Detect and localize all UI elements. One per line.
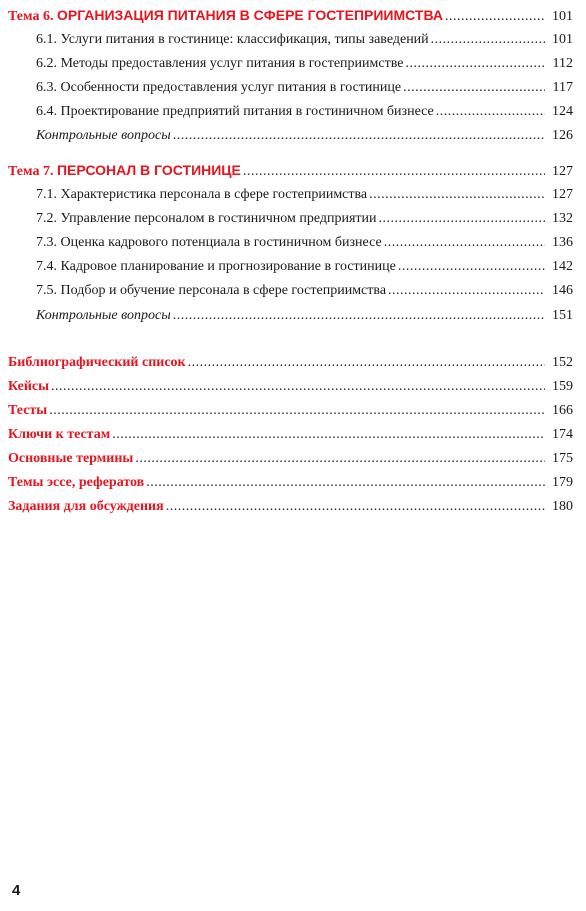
toc-page-number: 152 (552, 355, 573, 370)
toc-page-number: 175 (552, 451, 573, 466)
toc-page-number: 146 (552, 283, 573, 298)
dot-leader (384, 234, 545, 252)
dot-leader (49, 402, 545, 420)
toc-entry-label: 7.3. Оценка кадрового потенциала в гостиничном бизнесе (36, 235, 382, 250)
toc-entry-label: Задания для обсуждения (8, 499, 164, 514)
toc-entry-label: 6.1. Услуги питания в гостинице: классификация, типы заведений (36, 32, 429, 47)
toc-entry-7-5[interactable] (36, 282, 573, 300)
toc-entry-6-1[interactable] (36, 31, 573, 49)
toc-entry-label: 7.4. Кадровое планирование и прогнозирование в гостинице (36, 259, 396, 274)
toc-entry-essay-topics[interactable] (8, 474, 573, 492)
dot-leader (379, 210, 546, 228)
toc-entry-label: 6.4. Проектирование предприятий питания в гостиничном бизнесе (36, 104, 434, 119)
dot-leader (188, 354, 545, 372)
toc-entry-bibliography[interactable] (8, 354, 573, 372)
dot-leader (405, 55, 545, 73)
toc-topic-7-heading[interactable] (8, 161, 573, 181)
toc-entry-label: 6.3. Особенности предоставления услуг питания в гостинице (36, 80, 402, 95)
toc-page-number: 180 (552, 499, 573, 514)
toc-page-number: 132 (552, 211, 573, 226)
toc-page-number: 159 (552, 379, 573, 394)
toc-page-number: 127 (552, 164, 573, 179)
toc-entry-7-4[interactable] (36, 258, 573, 276)
toc-page-number: 151 (552, 308, 573, 323)
toc-page-number: 126 (552, 128, 573, 143)
toc-entry-label: 7.1. Характеристика персонала в сфере гостеприимства (36, 187, 368, 202)
toc-entry-label: Тема 6. ОРГАНИЗАЦИЯ ПИТАНИЯ В СФЕРЕ ГОСТЕПРИИМСТВА (8, 7, 443, 24)
toc-entry-label: 6.2. Методы предоставления услуг питания в гостеприимстве (36, 56, 404, 71)
toc-page-number: 117 (552, 80, 573, 95)
toc-page-number: 174 (552, 427, 573, 442)
toc-entry-7-questions[interactable] (36, 307, 573, 325)
toc-entry-label: Контрольные вопросы (36, 128, 171, 143)
toc-entry-label: Контрольные вопросы (36, 308, 171, 323)
dot-leader (173, 307, 545, 325)
dot-leader (369, 186, 545, 204)
toc-entry-7-2[interactable] (36, 210, 573, 228)
toc-page-number: 166 (552, 403, 573, 418)
toc-page-number: 101 (552, 32, 573, 47)
toc-entry-6-4[interactable] (36, 103, 573, 121)
toc-page-number: 136 (552, 235, 573, 250)
toc-page-number: 142 (552, 259, 573, 274)
toc-entry-6-3[interactable] (36, 79, 573, 97)
dot-leader (398, 258, 545, 276)
toc-entry-label: Темы эссе, рефератов (8, 475, 145, 490)
dot-leader (445, 8, 545, 26)
dot-leader (173, 127, 545, 145)
toc-entry-tests[interactable] (8, 402, 573, 420)
toc-entry-basic-terms[interactable] (8, 450, 573, 468)
toc-entry-7-1[interactable] (36, 186, 573, 204)
toc-entry-label: Тесты (8, 403, 48, 418)
dot-leader (112, 426, 545, 444)
toc-entry-label: 7.2. Управление персоналом в гостиничном предприятии (36, 211, 377, 226)
toc-entry-6-questions[interactable] (36, 127, 573, 145)
toc-page-number: 101 (552, 9, 573, 24)
dot-leader (431, 31, 545, 49)
toc-page-number: 112 (552, 56, 573, 71)
dot-leader (135, 450, 545, 468)
toc-entry-label: 7.5. Подбор и обучение персонала в сфере гостеприимства (36, 283, 387, 298)
dot-leader (51, 378, 545, 396)
toc-entry-label: Библиографический список (8, 355, 186, 370)
dot-leader (146, 474, 545, 492)
dot-leader (166, 498, 545, 516)
page-number: 4 (12, 882, 21, 899)
dot-leader (388, 282, 545, 300)
dot-leader (436, 103, 545, 121)
toc-page-number: 124 (552, 104, 573, 119)
toc-entry-7-3[interactable] (36, 234, 573, 252)
toc-entry-label: Основные термины (8, 451, 134, 466)
toc-entry-discussion-tasks[interactable] (8, 498, 573, 516)
toc-entry-test-keys[interactable] (8, 426, 573, 444)
toc-entry-6-2[interactable] (36, 55, 573, 73)
dot-leader (403, 79, 545, 97)
toc-entry-label: Ключи к тестам (8, 427, 111, 442)
toc-entry-label: Тема 7. ПЕРСОНАЛ В ГОСТИНИЦЕ (8, 162, 241, 179)
dot-leader (243, 163, 545, 181)
toc-topic-6-heading[interactable] (8, 6, 573, 26)
toc-page-number: 179 (552, 475, 573, 490)
toc-entry-label: Кейсы (8, 379, 50, 394)
toc-entry-cases[interactable] (8, 378, 573, 396)
toc-page-number: 127 (552, 187, 573, 202)
